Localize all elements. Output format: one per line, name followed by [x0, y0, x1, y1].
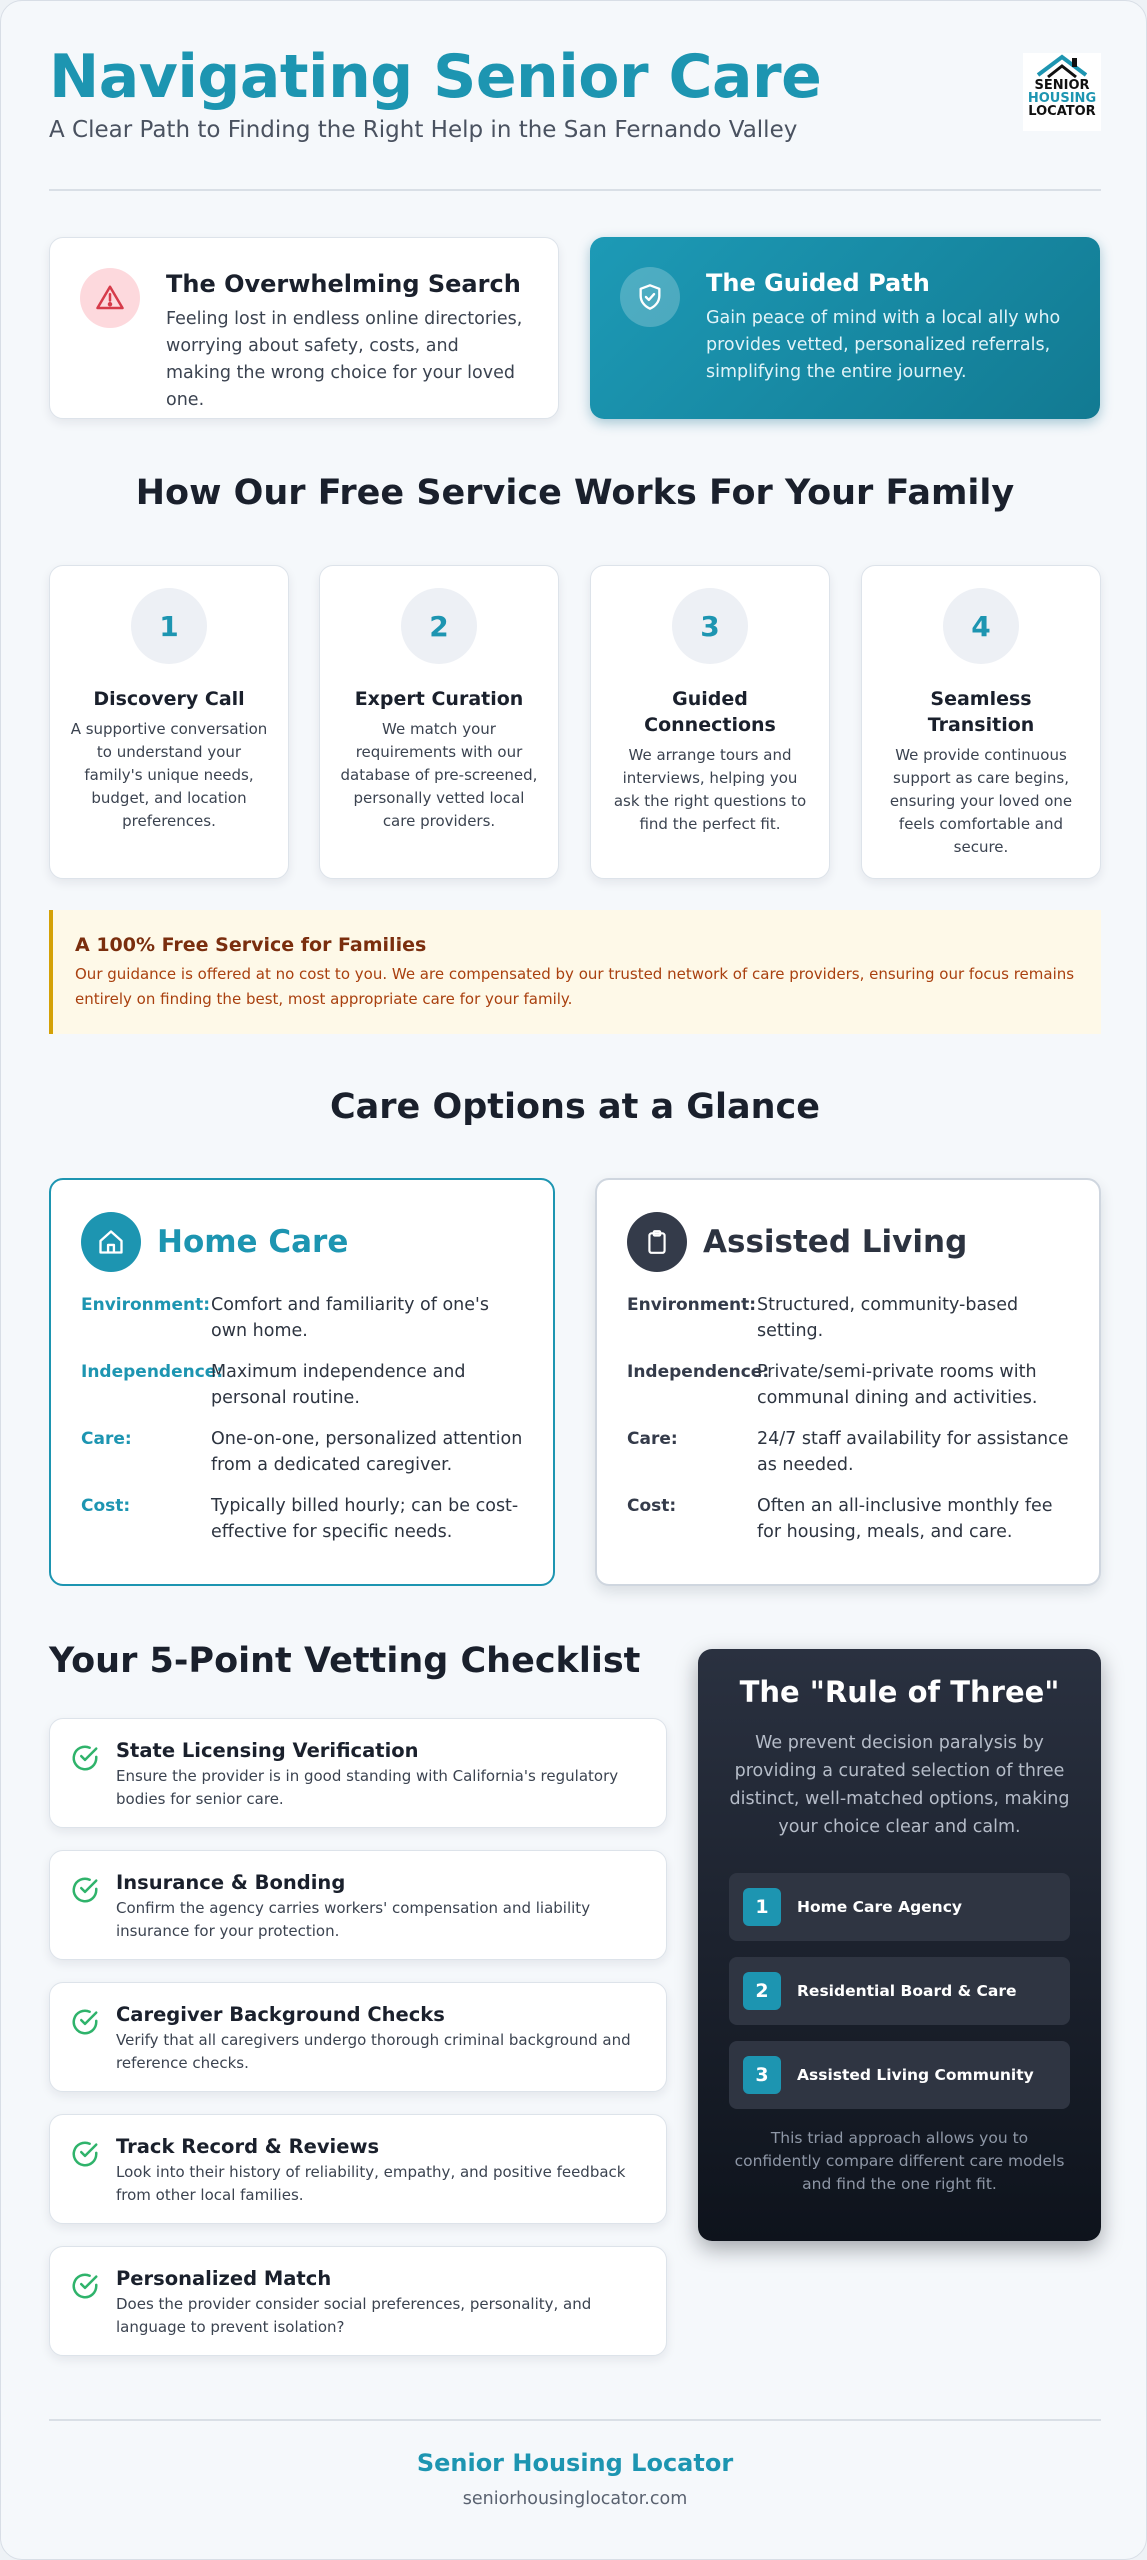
rule-description: We prevent decision paralysis by providing a curated selection of three distinct, well-matched options, making your choice clear and calm.: [729, 1733, 1070, 1837]
row-label: Environment:: [81, 1295, 211, 1315]
clipboard-icon: [627, 1212, 687, 1272]
step-title: Discovery Call: [93, 688, 245, 710]
options-title: Care Options at a Glance: [329, 1087, 821, 1127]
step-title: Seamless Transition: [927, 688, 1035, 736]
option-row: [627, 1426, 1069, 1478]
page-subtitle: A Clear Path to Finding the Right Help in the San Fernando Valley: [49, 117, 798, 143]
notice-text: Our guidance is offered at no cost to you. We are compensated by our trusted network of care providers, ensuring our focus remains entirely on finding the best, most appropriate care for your family.: [75, 965, 1075, 1008]
assisted-living-title: Assisted Living: [703, 1224, 968, 1260]
problem-title: The Overwhelming Search: [166, 270, 521, 298]
logo-line-1: SENIOR: [1034, 78, 1090, 93]
process-steps: [49, 565, 1101, 879]
option-row: [81, 1426, 523, 1478]
checklist-item-text: Verify that all caregivers undergo thorough criminal background and reference checks.: [116, 2031, 631, 2072]
row-value: 24/7 staff availability for assistance as needed.: [757, 1429, 1069, 1475]
rule-option-label: Home Care Agency: [797, 1898, 962, 1916]
step-card: [861, 565, 1101, 879]
logo-text: [1028, 79, 1096, 118]
checklist-item-title: Personalized Match: [116, 2267, 332, 2290]
rule-option: [729, 1957, 1070, 2025]
header: [49, 41, 1101, 191]
option-row: [627, 1292, 1069, 1344]
step-card: [590, 565, 830, 879]
checklist-item: [49, 2114, 667, 2224]
row-value: Private/semi-private rooms with communal dining and activities.: [757, 1362, 1038, 1408]
row-value: One-on-one, personalized attention from a dedicated caregiver.: [211, 1429, 523, 1475]
step-title: Guided Connections: [644, 688, 776, 736]
row-value: Structured, community-based setting.: [757, 1295, 1019, 1341]
footer-brand: Senior Housing Locator: [416, 2449, 734, 2477]
checklist-item: [49, 2246, 667, 2356]
house-icon: [81, 1212, 141, 1272]
logo-line-3: LOCATOR: [1028, 104, 1096, 119]
footer: [49, 2449, 1101, 2509]
problem-text: Feeling lost in endless online directories, worrying about safety, costs, and making the wrong choice for your loved one.: [166, 309, 523, 410]
check-circle-icon: [70, 2139, 100, 2169]
step-text: A supportive conversation to understand your family's unique needs, budget, and location preferences.: [70, 720, 268, 830]
shield-check-icon: [620, 267, 680, 327]
solution-text: Gain peace of mind with a local ally who provides vetted, personalized referrals, simplifying the entire journey.: [706, 308, 1061, 382]
row-value: Comfort and familiarity of one's own home.: [211, 1295, 489, 1341]
rule-option-label: Residential Board & Care: [797, 1982, 1017, 2000]
problem-card: [49, 237, 559, 419]
check-circle-icon: [70, 1875, 100, 1905]
rule-option-number: 2: [743, 1972, 781, 2010]
checklist-item-text: Look into their history of reliability, empathy, and positive feedback from other local families.: [116, 2163, 626, 2204]
checklist-item: [49, 1850, 667, 1960]
step-text: We provide continuous support as care begins, ensuring your loved one feels comfortable and secure.: [889, 746, 1073, 856]
check-circle-icon: [70, 2271, 100, 2301]
row-label: Independence:: [627, 1362, 770, 1382]
process-title: How Our Free Service Works For Your Family: [135, 473, 1015, 513]
row-label: Cost:: [81, 1496, 131, 1516]
rule-footnote: This triad approach allows you to confidently compare different care models and find the one right fit.: [734, 2129, 1065, 2193]
option-row: [81, 1359, 523, 1411]
rule-option: [729, 2041, 1070, 2109]
solution-title: The Guided Path: [706, 269, 930, 297]
assisted-living-card: [595, 1178, 1101, 1586]
step-number: 4: [943, 588, 1019, 664]
divider: [49, 189, 1101, 191]
checklist-item-text: Ensure the provider is in good standing with California's regulatory bodies for senior care.: [116, 1767, 619, 1808]
option-row: [627, 1359, 1069, 1411]
solution-card: [590, 237, 1100, 419]
home-care-title: Home Care: [157, 1224, 349, 1260]
row-label: Care:: [81, 1429, 132, 1449]
step-number: 2: [401, 588, 477, 664]
checklist-item-title: Track Record & Reviews: [116, 2135, 380, 2158]
notice-title: A 100% Free Service for Families: [75, 934, 427, 956]
row-value: Maximum independence and personal routine.: [211, 1362, 466, 1408]
rule-title: The "Rule of Three": [739, 1675, 1060, 1709]
row-value: Often an all-inclusive monthly fee for housing, meals, and care.: [757, 1496, 1053, 1542]
checklist-item-title: Insurance & Bonding: [116, 1871, 346, 1894]
row-label: Cost:: [627, 1496, 677, 1516]
free-service-notice: [49, 910, 1101, 1034]
step-number: 1: [131, 588, 207, 664]
step-text: We match your requirements with our database of pre-screened, personally vetted local care providers.: [340, 720, 538, 830]
rule-option: [729, 1873, 1070, 1941]
rule-of-three-card: [698, 1649, 1101, 2241]
row-value: Typically billed hourly; can be cost-effective for specific needs.: [211, 1496, 519, 1542]
rule-option-label: Assisted Living Community: [797, 2066, 1034, 2084]
option-row: [627, 1493, 1069, 1545]
logo-line-2: HOUSING: [1027, 91, 1097, 106]
rule-option-number: 1: [743, 1888, 781, 1926]
checklist-title: Your 5-Point Vetting Checklist: [49, 1641, 641, 1681]
checklist-item-text: Confirm the agency carries workers' compensation and liability insurance for your protection.: [116, 1899, 591, 1940]
warning-triangle-icon: [80, 268, 140, 328]
house-roof-icon: [1034, 53, 1090, 79]
footer-url[interactable]: seniorhousinglocator.com: [462, 2489, 688, 2509]
checklist-item-text: Does the provider consider social preferences, personality, and language to prevent isolation?: [116, 2295, 592, 2336]
checklist-item: [49, 1718, 667, 1828]
rule-option-number: 3: [743, 2056, 781, 2094]
divider: [49, 2419, 1101, 2421]
step-number: 3: [672, 588, 748, 664]
compare-section: [49, 237, 1101, 419]
home-care-card: [49, 1178, 555, 1586]
brand-logo: [1023, 53, 1101, 131]
row-label: Environment:: [627, 1295, 757, 1315]
check-circle-icon: [70, 2007, 100, 2037]
rule-options: [729, 1873, 1070, 2109]
step-card: [49, 565, 289, 879]
check-circle-icon: [70, 1743, 100, 1773]
step-card: [319, 565, 559, 879]
step-text: We arrange tours and interviews, helping you ask the right questions to find the perfect fit.: [613, 746, 807, 833]
checklist-item: [49, 1982, 667, 2092]
option-row: [81, 1292, 523, 1344]
option-row: [81, 1493, 523, 1545]
checklist-item-title: State Licensing Verification: [116, 1739, 419, 1762]
checklist-item-title: Caregiver Background Checks: [116, 2003, 445, 2026]
row-label: Independence:: [81, 1362, 224, 1382]
step-title: Expert Curation: [354, 688, 524, 710]
row-label: Care:: [627, 1429, 678, 1449]
page-title: Navigating Senior Care: [49, 42, 822, 112]
